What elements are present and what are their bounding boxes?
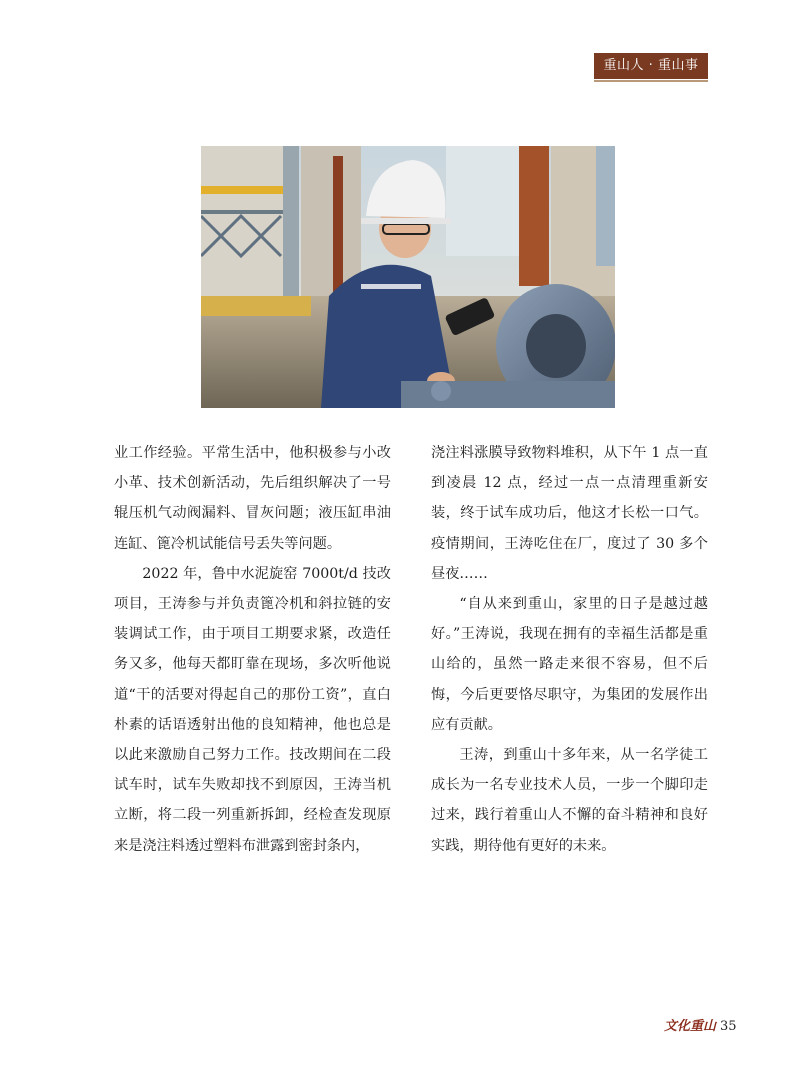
paragraph: 浇注料涨膜导致物料堆积，从下午 1 点一直到凌晨 12 点，经过一点一点清理重新安装，终于试车成功后，他这才长松一口气。疫情期间，王涛吃住在厂，度过了 30 多个昼夜……	[431, 445, 708, 582]
section-tag: 重山人 · 重山事	[594, 53, 708, 79]
page-number: 35	[720, 1019, 737, 1034]
worker-photo	[201, 146, 615, 408]
paragraph: 2022 年，鲁中水泥旋窑 7000t/d 技改项目，王涛参与并负责篦冷机和斜拉链的安装调试工作，由于项目工期要求紧，改造任务又多，他每天都盯靠在现场，多次听他说道“干的活要对得起自己的那份工资”，直白朴素的话语透射出他的良知精神，他也总是以此来激励自己努力工作。技改期间在二段试车时，试车失败却找不到原因，王涛当机立断，将二段一列重新拆卸，经检查发现原来是浇注料透过塑料布泄露到密封条内，	[114, 565, 391, 854]
text-column-left	[114, 438, 391, 861]
paragraph: 王涛，到重山十多年来，从一名学徒工成长为一名专业技术人员，一步一个脚印走过来，践行着重山人不懈的奋斗精神和良好实践，期待他有更好的未来。	[431, 747, 708, 854]
page-header	[0, 0, 794, 110]
paragraph: 业工作经验。平常生活中，他积极参与小改小革、技术创新活动，先后组织解决了一号辊压机气动阀漏料、冒灰问题；液压缸串油连缸、篦冷机试能信号丢失等问题。	[114, 445, 391, 552]
section-tag-rule	[594, 80, 708, 82]
text-column-right	[431, 438, 708, 861]
magazine-logo: 文化重山	[664, 1019, 717, 1034]
paragraph: “自从来到重山，家里的日子是越过越好。”王涛说，我现在拥有的幸福生活都是重山给的，虽然一路走来很不容易，但不后悔，今后更要恪尽职守，为集团的发展作出应有贡献。	[431, 596, 708, 733]
